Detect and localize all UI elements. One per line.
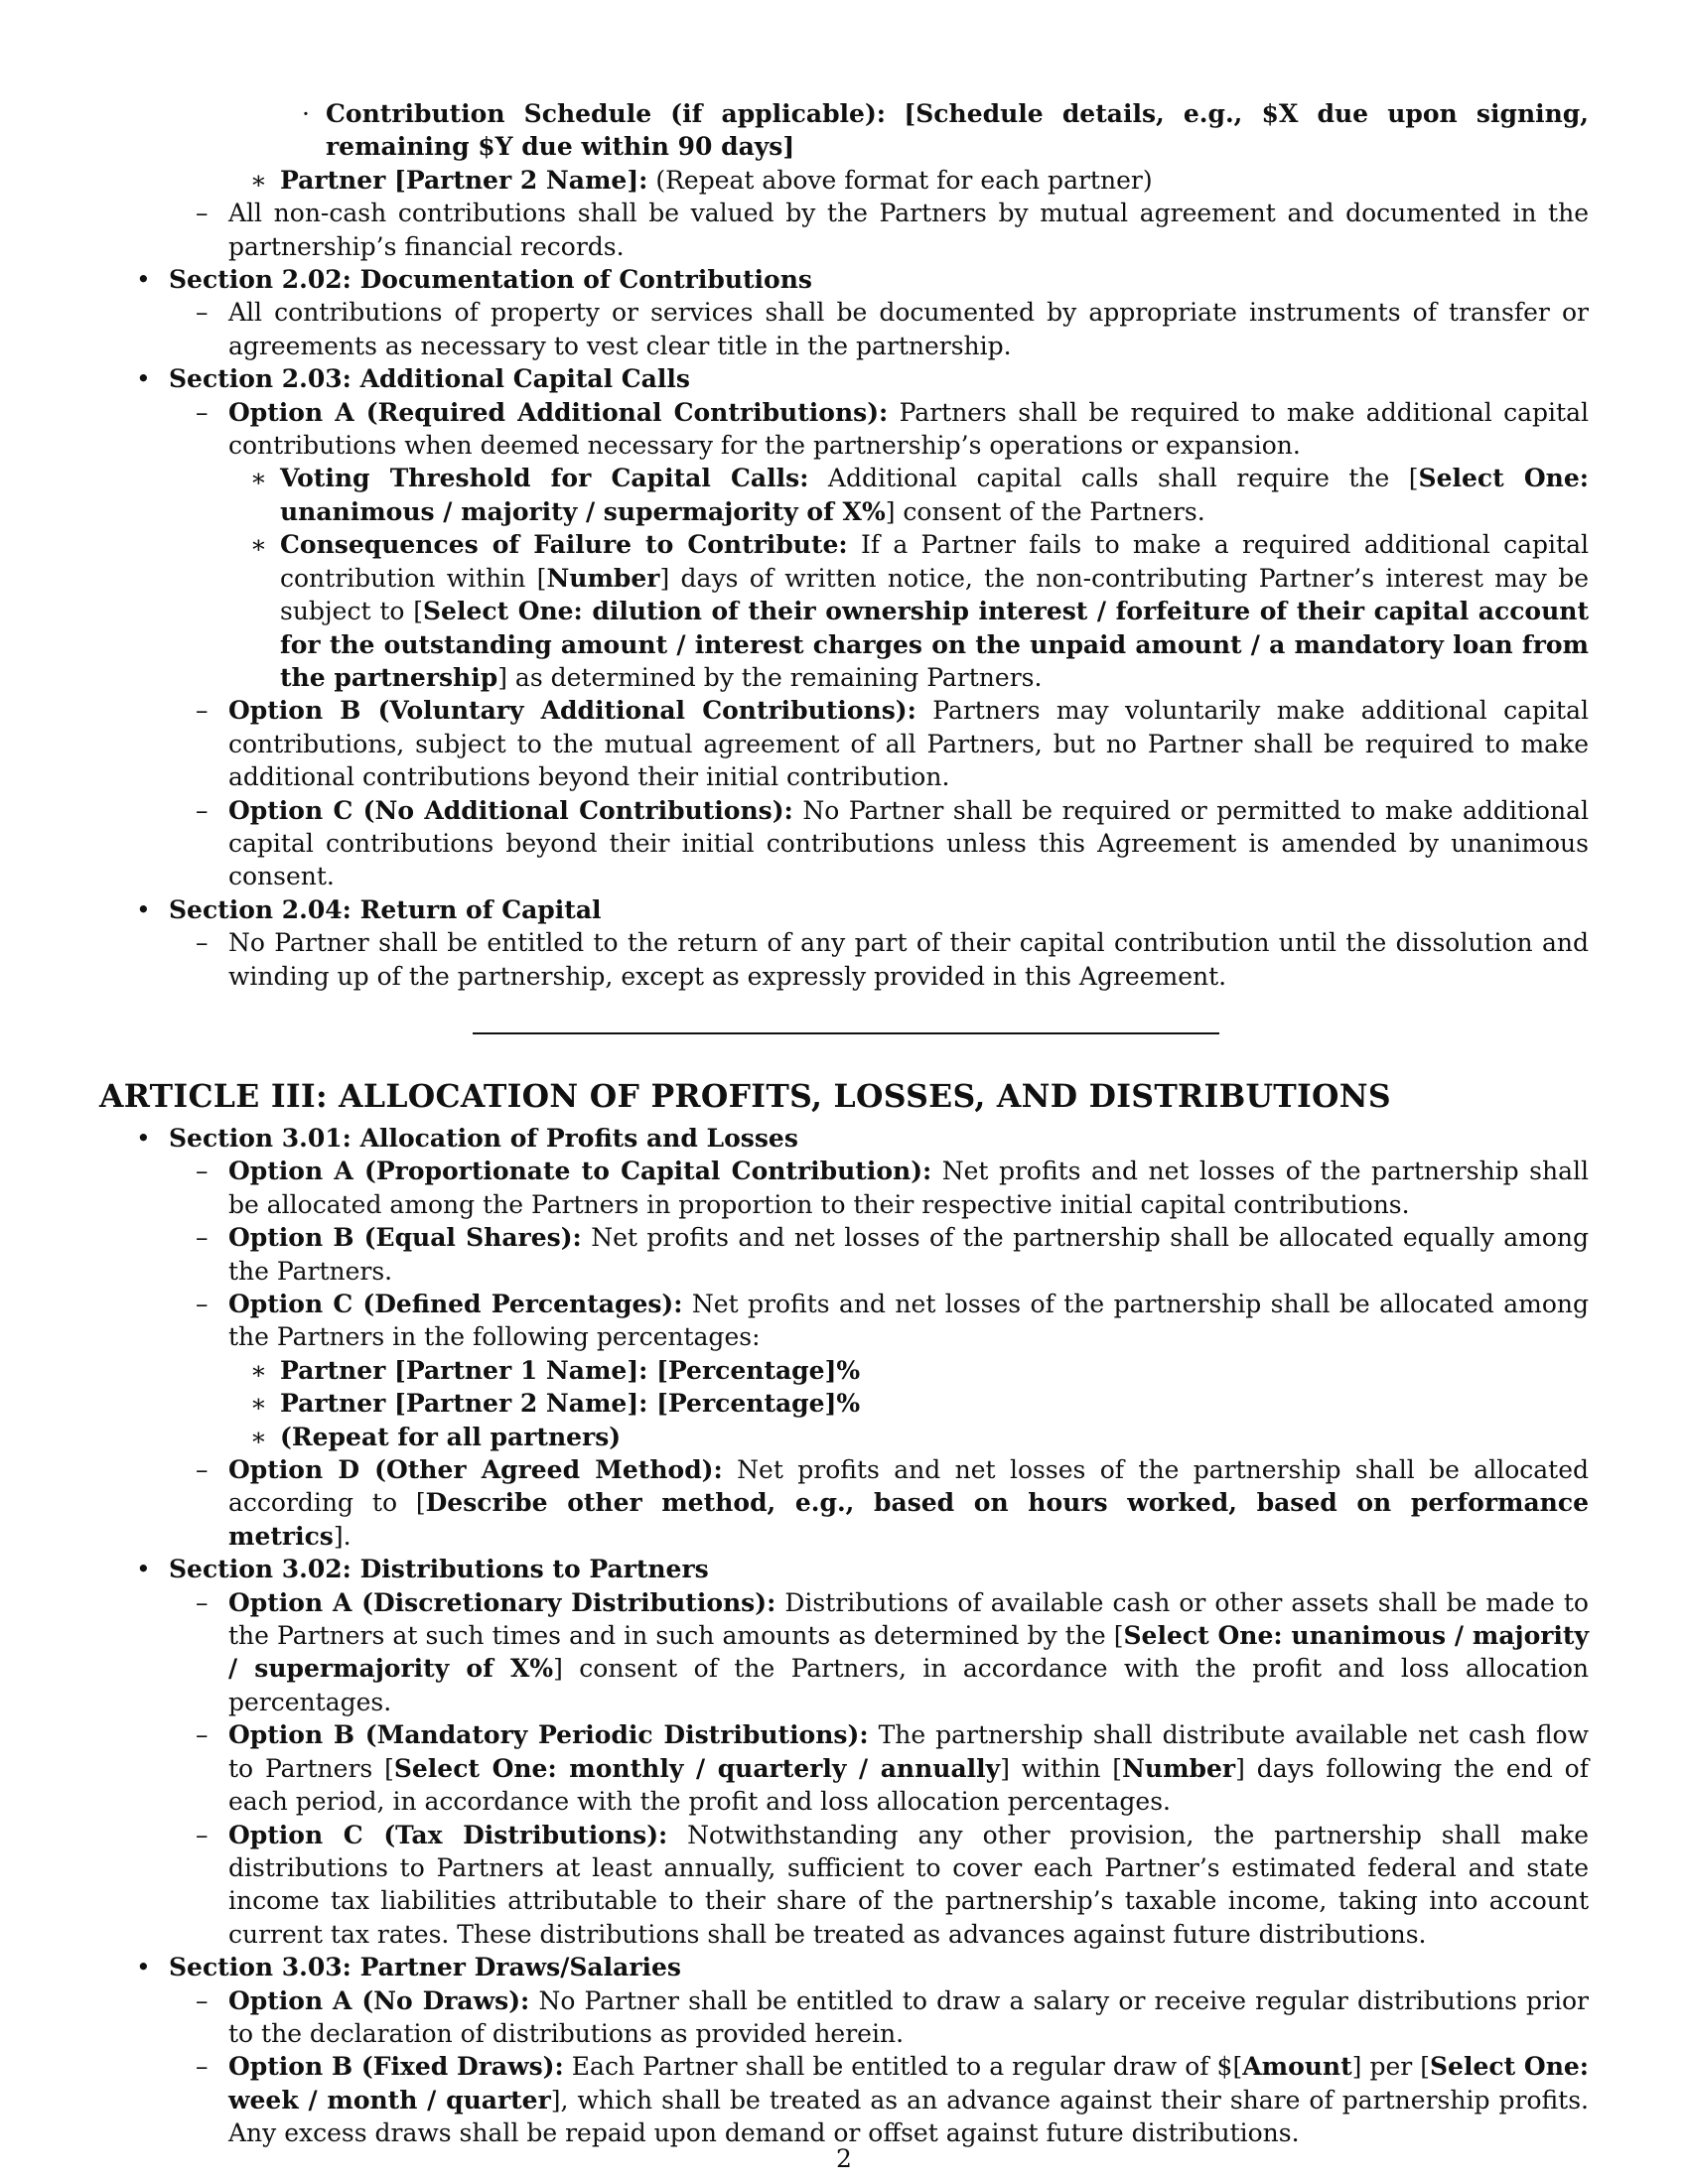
list-marker-star: ∗ [250,1389,267,1419]
placeholder-amount: Amount [1242,2052,1352,2082]
page-number: 2 [836,2144,852,2173]
list-item-option-b [99,1718,1589,1818]
option-text: ], which shall be treated as an advance against their share of partnership profits. Any excess draws shall be repaid upon demand or offset against future distributions. [228,2085,1589,2148]
list-item-contribution-schedule [99,97,1589,164]
item-text: (Repeat for all partners) [280,1422,622,1451]
list-marker-dash: – [196,696,209,726]
placeholder-number: Number [1122,1753,1236,1783]
list-item-noncash [99,197,1589,263]
option-label: Option A (Required Additional Contributions): [228,397,889,427]
list-item-consequences [99,528,1589,694]
option-text: The partnership shall distribute available net cash flow to Partners [ [228,1720,1589,1783]
item-text: All non-cash contributions shall be valued by the Partners by mutual agreement and documented in the partnership’s financial records. [228,199,1589,261]
option-text: Distributions of available cash or other assets shall be made to the Partners at such times and in such amounts as determined by the [ [228,1587,1589,1651]
item-text: All contributions of property or services shall be documented by appropriate instruments of transfer or agreements as necessary to vest clear title in the partnership. [228,298,1589,360]
item-label: Voting Threshold for Capital Calls: [280,464,809,493]
option-label: Option A (No Draws): [228,1985,530,2015]
section-heading: Section 3.03: Partner Draws/Salaries [169,1953,681,1982]
list-marker-bullet: • [136,894,151,924]
list-item-option-a [99,1984,1589,2051]
section-heading: Section 3.01: Allocation of Profits and Losses [169,1123,798,1153]
section-3-02 [99,1553,1589,1585]
option-text: ] consent of the Partners, in accordance with the profit and loss allocation percentages. [228,1654,1589,1716]
option-label: Option B (Mandatory Periodic Distributions): [228,1720,869,1750]
option-text: Net profits and net losses of the partnership shall be allocated according to [ [228,1455,1589,1518]
list-item-option-c [99,794,1589,893]
option-text: Each Partner shall be entitled to a regular draw of $[ [571,2052,1243,2082]
option-label: Option C (Defined Percentages): [228,1290,683,1318]
option-label: Option A (Proportionate to Capital Contribution): [228,1157,932,1186]
option-text: Net profits and net losses of the partnership shall be allocated equally among the Partners. [228,1223,1590,1286]
list-marker-dot: · [302,99,310,128]
item-text: Additional capital calls shall require the [ [827,464,1419,493]
item-text: If a Partner fails to make a required additional capital contribution within [ [280,530,1589,593]
option-text: ] days following the end of each period, in accordance with the profit and loss allocation percentages. [228,1753,1589,1817]
option-text: Net profits and net losses of the partnership shall be allocated among the Partners in proportion to their respective initial capital contributions. [228,1157,1589,1219]
option-text: No Partner shall be required or permitted to make additional capital contributions beyond their initial contributions unless this Agreement is amended by unanimous consent. [228,795,1589,891]
list-item-option-c [99,1288,1589,1354]
list-marker-dash: – [196,1157,209,1186]
placeholder-select-one: Select One: unanimous / majority / supermajority of X% [228,1621,1589,1684]
list-marker-dash: – [196,298,209,328]
option-text: Partners may voluntarily make additional capital contributions, subject to the mutual agreement of all Partners, but no Partner shall be required to make additional contributions beyond their initial contribution. [228,696,1589,792]
list-item-option-b [99,1221,1589,1288]
option-text: Notwithstanding any other provision, the partnership shall make distributions to Partners at least annually, sufficient to cover each Partner’s estimated federal and state income tax liabilities attributable to their share of the partnership’s taxable income, taking into account current tax rates. These distributions shall be treated as advances against future distributions. [228,1820,1589,1949]
placeholder-select-one: Select One: week / month / quarter [228,2052,1590,2115]
list-marker-star: ∗ [250,1422,267,1451]
section-2-02 [99,263,1589,296]
list-marker-dash: – [196,1223,209,1253]
list-marker-bullet: • [136,1555,151,1584]
list-item-voting-threshold [99,462,1589,528]
section-2-04 [99,893,1589,926]
section-3-01 [99,1122,1589,1155]
list-item-option-a [99,1155,1589,1221]
list-item-option-d [99,1453,1589,1553]
list-marker-bullet: • [136,1953,151,1982]
list-marker-dash: – [196,1985,209,2015]
option-label: Option D (Other Agreed Method): [228,1455,723,1485]
list-item-option-b [99,2050,1589,2149]
list-item-partner-2-percentage [99,1387,1589,1420]
placeholder-number: Number [546,563,660,593]
list-marker-bullet: • [136,364,151,394]
option-label: Option B (Equal Shares): [228,1223,582,1253]
list-marker-bullet: • [136,1123,151,1153]
list-marker-dash: – [196,397,209,427]
option-label: Option C (No Additional Contributions): [228,795,793,825]
option-text: Partners shall be required to make additional capital contributions when deemed necessary for the partnership’s operations or expansion. [228,397,1589,461]
list-marker-star: ∗ [250,530,267,560]
option-text: ] within [ [1000,1753,1123,1783]
list-item-option-a [99,1586,1589,1719]
section-heading: Section 2.03: Additional Capital Calls [169,364,690,394]
list-marker-dash: – [196,928,209,958]
placeholder-describe: Describe other method, e.g., based on hours worked, based on performance metrics [228,1488,1589,1551]
page-content [99,97,1589,2150]
option-label: Option C (Tax Distributions): [228,1820,668,1849]
option-text: ] per [ [1351,2052,1430,2082]
section-heading: Section 2.04: Return of Capital [169,894,602,924]
section-3-03 [99,1951,1589,1983]
option-label: Option A (Discretionary Distributions): [228,1587,776,1617]
section-heading: Section 3.02: Distributions to Partners [169,1555,709,1584]
section-heading: Section 2.02: Documentation of Contributions [169,265,812,295]
list-item-partner-2 [99,164,1589,197]
placeholder-select-one: Select One: dilution of their ownership interest / forfeiture of their capital account for the outstanding amount / interest charges on the unpaid amount / a mandatory loan from the partnership [280,597,1589,692]
list-marker-dash: – [196,199,209,228]
list-marker-star: ∗ [250,464,267,493]
item-text: Partner [Partner 1 Name]: [Percentage]% [280,1355,861,1385]
item-label: Partner [Partner 2 Name]: [280,165,648,195]
list-item-option-a [99,396,1589,463]
list-marker-dash: – [196,2052,209,2082]
option-label: Option B (Fixed Draws): [228,2052,564,2082]
list-marker-dash: – [196,1820,209,1849]
section-2-03 [99,362,1589,395]
list-marker-dash: – [196,795,209,825]
placeholder-select-one: Select One: unanimous / majority / supermajority of X% [280,464,1589,526]
option-label: Option B (Voluntary Additional Contributions): [228,696,916,726]
article-title: ARTICLE III: ALLOCATION OF PROFITS, LOSSES, AND DISTRIBUTIONS [99,1077,1391,1115]
option-text: No Partner shall be entitled to draw a salary or receive regular distributions prior to the declaration of distributions as provided herein. [228,1985,1589,2048]
list-item-partner-1-percentage [99,1354,1589,1387]
item-label: Contribution Schedule (if applicable): [326,99,887,128]
item-label: Consequences of Failure to Contribute: [280,530,848,560]
item-text: ] as determined by the remaining Partners. [497,662,1043,692]
horizontal-rule [473,1032,1219,1034]
list-item-documentation [99,296,1589,362]
list-marker-star: ∗ [250,165,267,195]
list-item-option-c [99,1819,1589,1952]
item-text: (Repeat above format for each partner) [655,165,1153,195]
list-marker-dash: – [196,1290,209,1318]
list-marker-star: ∗ [250,1355,267,1385]
option-text: Net profits and net losses of the partnership shall be allocated among the Partners in the following percentages: [228,1290,1589,1352]
list-marker-dash: – [196,1587,209,1617]
list-marker-dash: – [196,1455,209,1485]
list-marker-bullet: • [136,265,151,295]
list-item-option-b [99,694,1589,793]
list-item-repeat-partners [99,1421,1589,1453]
list-item-return-of-capital [99,926,1589,993]
item-text: No Partner shall be entitled to the return of any part of their capital contribution until the dissolution and winding up of the partnership, except as expressly provided in this Agreement. [228,928,1589,991]
item-text: ] consent of the Partners. [885,496,1205,526]
item-text: Partner [Partner 2 Name]: [Percentage]% [280,1389,861,1419]
list-marker-dash: – [196,1720,209,1750]
item-text: [Schedule details, e.g., $X due upon signing, remaining $Y due within 90 days] [326,99,1589,162]
item-text: ] days of written notice, the non-contributing Partner’s interest may be subject to [ [280,563,1590,626]
option-text: ]. [333,1521,352,1551]
placeholder-select-one: Select One: monthly / quarterly / annually [393,1753,1001,1783]
